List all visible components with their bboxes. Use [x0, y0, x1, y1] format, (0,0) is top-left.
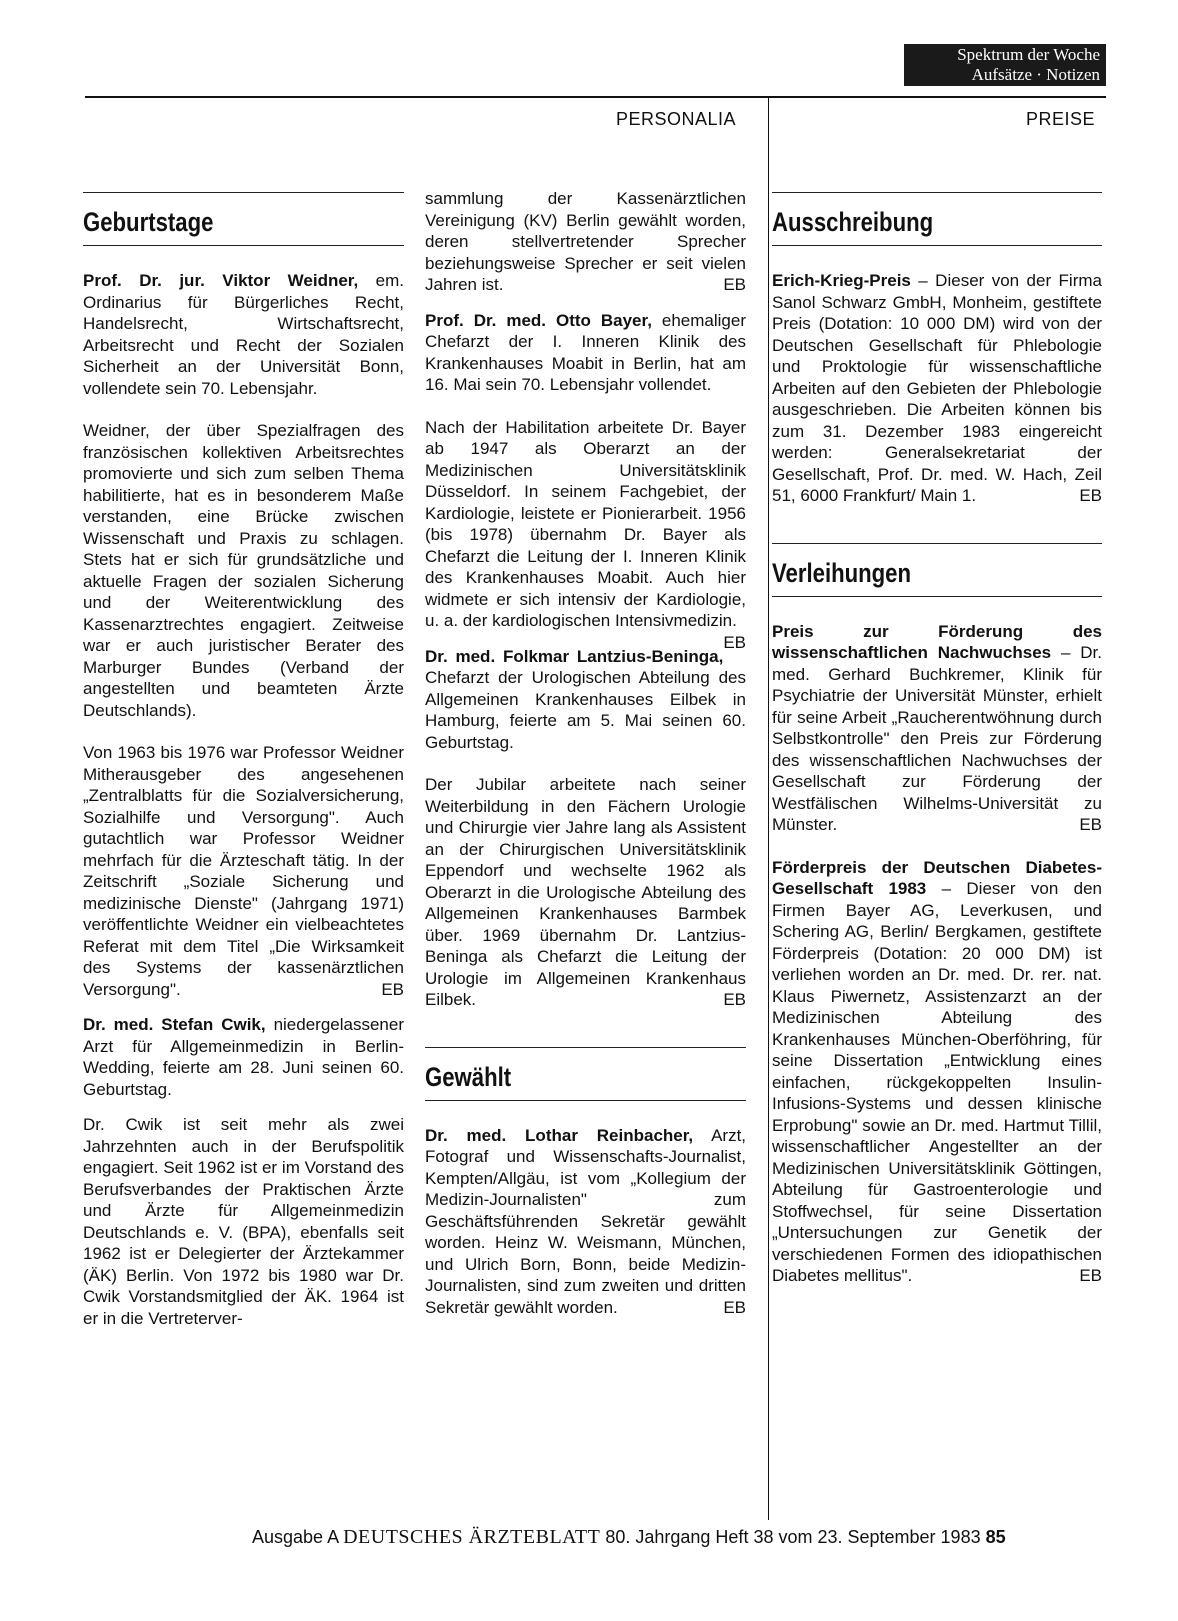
article-erich-krieg-preis: Erich-Krieg-Preis – Dieser von der Firma Sanol Schwarz GmbH, Monheim, gestiftete Preis (Dotation: 10 000 DM) wird von der Deutschen Gesellschaft für Phlebologie und Proktologie für wissenschaftliche Arbeiten auf den Gebieten der Phlebologie ausgeschrieben. Die Arbeiten können bis zum 31. Dezember 1983 eingereicht werden: Generalsekretariat der Gesellschaft, Prof. Dr. med. W. Hach, Zeil 51, 6000 Frankfurt/ Main 1. EB: [772, 271, 1102, 505]
prize-name: Preis zur Förderung des wissenschaftlichen Nachwuchses: [772, 621, 1102, 662]
paragraph: Der Jubilar arbeitete nach seiner Weiterbildung in den Fächern Urologie und Chirurgie vier Jahre lang als Assistent an der Chirurgischen Universitätsklinik Eppendorf und wechselte 1962 als Oberarzt in die Urologische Abteilung des Allgemeinen Krankenhauses Barmbek über. 1969 übernahm Dr. Lantzius-Beninga als Chefarzt die Leitung der Urologie im Allgemeinen Krankenhaus Eilbek. EB: [425, 775, 746, 1009]
column-3: [772, 192, 1102, 1287]
article-lantzius-beninga: Dr. med. Folkmar Lantzius-Beninga, Chefarzt der Urologischen Abteilung des Allgemeinen Krankenhauses Eilbek in Hamburg, feierte am 5. Mai seinen 60. Geburtstag.: [425, 646, 746, 752]
paragraph: Weidner, der über Spezialfragen des französischen kollektiven Arbeitsrechtes promovierte und sich zum selben Thema habilitierte, hat es in besonderem Maße verstanden, eine Brücke zwischen Wissenschaft und Praxis zu schlagen. Stets hat er sich für grundsätzliche und aktuelle Fragen der sozialen Sicherung und der Weiterentwicklung des Kassenarztrechtes engagiert. Zeitweise war er auch juristischer Berater des Marburger Bundes (Verband der angestellten und beamteten Ärzte Deutschlands).: [83, 421, 404, 720]
article-bayer: Prof. Dr. med. Otto Bayer, ehemaliger Chefarzt der I. Inneren Klinik des Krankenhauses Moabit in Berlin, hat am 16. Mai sein 70. Lebensjahr vollendet.: [425, 310, 746, 394]
person-name: Dr. med. Stefan Cwik,: [83, 1015, 266, 1034]
person-name: Dr. med. Folkmar Lantzius-Beninga,: [425, 646, 724, 666]
paragraph: sammlung der Kassenärztlichen Vereinigung (KV) Berlin gewählt worden, deren stellvertretender Sprecher beziehungsweise Sprecher er seit vielen Jahren ist. EB: [425, 189, 746, 294]
author-signature: EB: [723, 1297, 746, 1317]
person-name: Prof. Dr. jur. Viktor Weidner,: [83, 271, 359, 290]
footer-journal: DEUTSCHES ÄRZTEBLATT: [343, 1526, 601, 1548]
person-name: Dr. med. Lothar Reinbacher,: [425, 1125, 694, 1145]
column-1: [83, 192, 404, 1329]
author-signature: EB: [381, 979, 404, 999]
article-cwik: Dr. med. Stefan Cwik, niedergelassener Arzt für Allgemeinmedizin in Berlin-Wedding, feierte am 28. Juni seinen 60. Geburtstag.: [83, 1015, 404, 1099]
author-signature: EB: [723, 990, 746, 1009]
heading-gewaehlt: Gewählt: [425, 1061, 512, 1092]
paragraph: Nach der Habilitation arbeitete Dr. Bayer ab 1947 als Oberarzt an der Medizinischen Universitätsklinik Düsseldorf. In seinem Fachgebiet, der Kardiologie, leistete er Pionierarbeit. 1956 (bis 1978) übernahm Dr. Bayer als Chefarzt die Leitung der I. Inneren Klinik des Krankenhauses Moabit. Auch hier widmete er sich intensiv der Kardiologie, u. a. der kardiologischen Intensivmedizin. EB: [425, 417, 746, 652]
paragraph: Dr. Cwik ist seit mehr als zwei Jahrzehnten auch in der Berufspolitik engagiert. Seit 1962 ist er im Vorstand des Berufsverbandes der Praktischen Ärzte und Ärzte für Allgemeinmedizin Deutschlands e. V. (BPA), ebenfalls seit 1962 ist er Delegierter der Ärztekammer (ÄK) Berlin. Von 1972 bis 1980 war Dr. Cwik Vorstandsmitglied der ÄK. 1964 ist er in die Vertreterver-: [83, 1115, 404, 1328]
heading-verleihungen: Verleihungen: [772, 557, 912, 588]
author-signature: EB: [723, 632, 746, 652]
paragraph: Von 1963 bis 1976 war Professor Weidner Mitherausgeber des angesehenen „Zentralblatts für die Sozialversicherung, Sozialhilfe und Versorgung". Auch gutachtlich war Professor Weidner mehrfach für die Ärzteschaft tätig. In der Zeitschrift „Soziale Sicherung und medizinische Dienste" (Jahrgang 1971) veröffentlichte Weidner ein vielbeachtetes Referat mit dem Titel „Die Wirksamkeit des Systems der kassenärztlichen Versorgung". EB: [83, 743, 404, 999]
prize-name: Förderpreis der Deutschen Diabetes-Gesellschaft 1983: [772, 857, 1102, 898]
section-badge-line1: Spektrum der Woche: [957, 45, 1100, 64]
section-badge: [904, 44, 1106, 86]
column-2: [425, 188, 746, 1318]
article-diabetes-foerderpreis: Förderpreis der Deutschen Diabetes-Gesellschaft 1983 – Dieser von den Firmen Bayer AG, Leverkusen, und Schering AG, Berlin/ Bergkamen, gestiftete Förderpreis (Dotation: 20 000 DM) ist verliehen worden an Dr. med. Dr. rer. nat. Klaus Piwernetz, Assistenzarzt an der Medizinischen Abteilung des Krankenhauses München-Oberföhring, für seine Dissertation „Entwicklung eines einfachen, rückgekoppelten Insulin-Infusions-Systems und dessen klinische Erprobung" sowie an Dr. med. Hartmut Tillil, wissenschaftlicher Angestellter an der Medizinischen Universitätsklinik Göttingen, Abteilung für Gastroenterologie und Stoffwechsel, für seine Dissertation „Untersuchungen zur Genetik der verschiedenen Formen des idiopathischen Diabetes mellitus". EB: [772, 857, 1102, 1285]
author-signature: EB: [1079, 1266, 1102, 1285]
footer-issue: 80. Jahrgang Heft 38 vom 23. September 1983: [605, 1527, 981, 1547]
author-signature: EB: [1079, 815, 1102, 834]
article-nachwuchspreis: Preis zur Förderung des wissenschaftlichen Nachwuchses – Dr. med. Gerhard Buchkremer, Klinik für Psychiatrie der Universität Münster, erhielt für seine Arbeit „Raucherentwöhnung durch Selbstkontrolle" den Preis zur Förderung des wissenschaftlichen Nachwuchses der Gesellschaft zur Förderung der Westfälischen Wilhelms-Universität zu Münster. EB: [772, 621, 1102, 834]
author-signature: EB: [723, 275, 746, 294]
section-label-personalia: PERSONALIA: [616, 109, 737, 129]
page-footer: [252, 1526, 1006, 1549]
heading-geburtstage: Geburtstage: [83, 207, 214, 237]
person-name: Prof. Dr. med. Otto Bayer,: [425, 310, 652, 330]
section-label-preise: PREISE: [1026, 109, 1096, 129]
top-rule: [85, 96, 1106, 98]
article-weidner: Prof. Dr. jur. Viktor Weidner, em. Ordinarius für Bürgerliches Recht, Handelsrecht, Wirtschaftsrecht, Arbeitsrecht und Recht der Sozialen Sicherheit an der Universität Bonn, vollendete sein 70. Lebensjahr.: [83, 271, 404, 398]
page-number: 85: [985, 1527, 1006, 1547]
section-badge-line2: Aufsätze · Notizen: [971, 65, 1100, 84]
author-signature: EB: [1079, 486, 1102, 505]
heading-ausschreibung: Ausschreibung: [772, 207, 934, 237]
prize-name: Erich-Krieg-Preis: [772, 271, 911, 290]
footer-edition: Ausgabe A: [252, 1527, 339, 1547]
column-separator: [768, 97, 769, 1520]
article-reinbacher: Dr. med. Lothar Reinbacher, Arzt, Fotograf und Wissenschafts-Journalist, Kempten/Allgäu, ist vom „Kollegium der Medizin-Journalisten" zum Geschäftsführenden Sekretär gewählt worden. Heinz W. Weismann, München, und Ulrich Born, Bonn, beide Medizin-Journalisten, sind zum zweiten und dritten Sekretär gewählt worden. EB: [425, 1125, 747, 1317]
